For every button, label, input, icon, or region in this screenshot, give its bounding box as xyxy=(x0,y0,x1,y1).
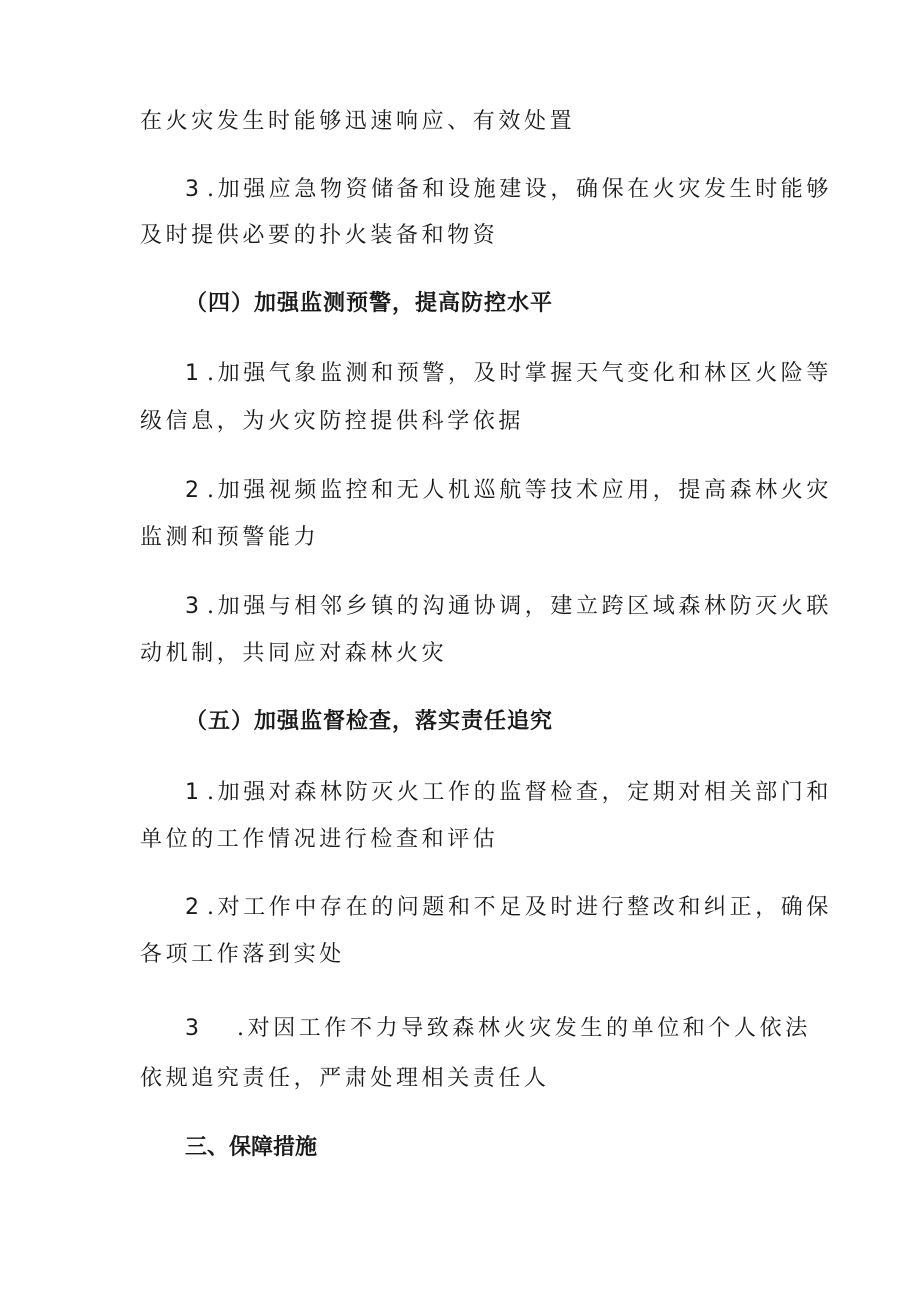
chapter-heading: 三、保障措施 xyxy=(185,1135,318,1160)
item-number: 3 xyxy=(185,177,199,202)
list-item-continuation: 级信息，为火灾防控提供科学依据 xyxy=(140,409,525,434)
list-item-first-line xyxy=(185,778,832,808)
item-number: 1 xyxy=(185,361,199,386)
list-item-first-line xyxy=(185,359,832,389)
item-text: .加强应急物资储备和设施建设，确保在火灾发生时能够 xyxy=(207,177,832,202)
list-item-first-line xyxy=(185,592,832,622)
list-item-first-line xyxy=(185,1014,811,1044)
list-item-first-line xyxy=(185,175,832,205)
section-heading: （四）加强监测预警，提高防控水平 xyxy=(185,291,554,316)
list-item-continuation: 依规追究责任，严肃处理相关责任人 xyxy=(140,1066,550,1091)
paragraph-line: 在火灾发生时能够迅速响应、有效处置 xyxy=(140,109,576,134)
item-number: 3 xyxy=(185,594,199,619)
item-text: .对因工作不力导致森林火灾发生的单位和个人依法 xyxy=(237,1016,811,1041)
item-text: .对工作中存在的问题和不足及时进行整改和纠正，确保 xyxy=(207,895,832,920)
section-heading: （五）加强监督检查，落实责任追究 xyxy=(185,709,554,734)
item-number: 3 xyxy=(185,1016,199,1041)
list-item-continuation: 单位的工作情况进行检查和评估 xyxy=(140,827,499,852)
item-text: .加强气象监测和预警，及时掌握天气变化和林区火险等 xyxy=(207,361,832,386)
item-number: 2 xyxy=(185,478,199,503)
list-item-continuation: 动机制，共同应对森林火灾 xyxy=(140,641,448,666)
list-item-first-line xyxy=(185,476,832,506)
list-item-continuation: 监测和预警能力 xyxy=(140,525,320,550)
item-text: .加强视频监控和无人机巡航等技术应用，提高森林火灾 xyxy=(207,478,832,503)
item-text: .加强对森林防灭火工作的监督检查，定期对相关部门和 xyxy=(207,780,832,805)
item-text: .加强与相邻乡镇的沟通协调，建立跨区域森林防灭火联 xyxy=(207,594,832,619)
list-item-first-line xyxy=(185,893,832,923)
item-number: 2 xyxy=(185,895,199,920)
item-number: 1 xyxy=(185,780,199,805)
list-item-continuation: 各项工作落到实处 xyxy=(140,942,345,967)
list-item-continuation: 及时提供必要的扑火装备和物资 xyxy=(140,223,499,248)
